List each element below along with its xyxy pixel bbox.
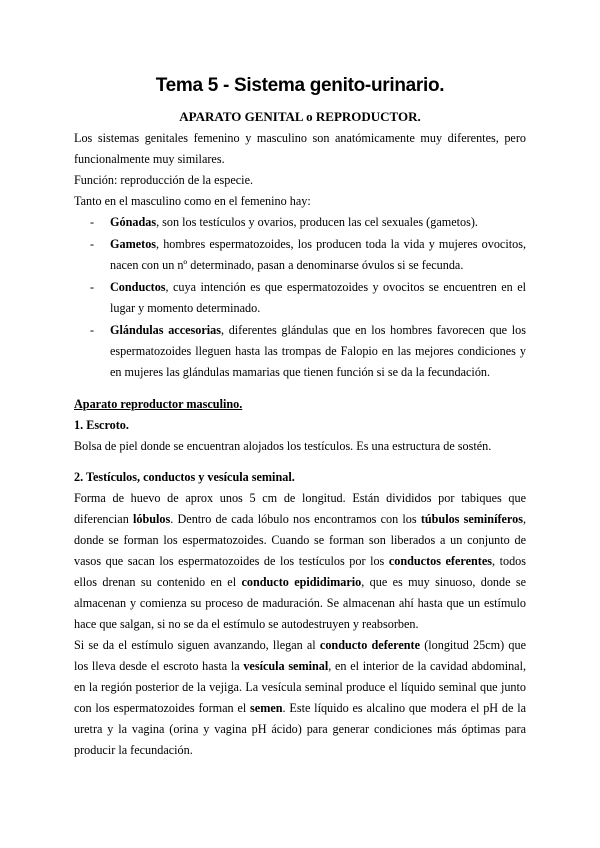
dash-bullet: - — [90, 215, 95, 229]
list-intro-line: Tanto en el masculino como en el femenino hay: — [74, 194, 311, 208]
paragraph: Bolsa de piel donde se encuentran alojados los testículos. Es una estructura de sostén. — [74, 439, 492, 453]
list-text: , diferentes glándulas que en los hombres favorecen que los espermatozoides lleguen hasta las trompas de Falopio en las mejores condiciones y en mujeres las glándulas mamarias que tienen función si se da la fecundación. — [110, 323, 526, 379]
document-body — [74, 128, 526, 761]
subsection-heading: 2. Testículos, conductos y vesícula seminal. — [74, 470, 295, 484]
list-item — [74, 320, 526, 383]
list-item — [74, 277, 526, 319]
list-term: Gónadas — [110, 215, 157, 229]
bullet-list — [74, 212, 526, 383]
intro-paragraph: Los sistemas genitales femenino y masculino son anatómicamente muy diferentes, pero funcionalmente muy similares. — [74, 131, 526, 166]
dash-bullet: - — [90, 323, 95, 337]
list-item — [74, 234, 526, 276]
section-title: APARATO GENITAL o REPRODUCTOR. — [179, 109, 421, 124]
list-item — [74, 212, 526, 233]
list-text: , hombres espermatozoides, los producen toda la vida y mujeres ovocitos, nacen con un nº determinado, pasan a denominarse óvulos si se fecunda. — [110, 237, 526, 272]
paragraph: Si se da el estímulo siguen avanzando, llegan al conducto deferente (longitud 25cm) que los lleva desde el escroto hasta la vesícula seminal, en el interior de la cavidad abdominal, en la región posterior de la vejiga. La vesícula seminal produce el líquido seminal que junto con los espermatozoides forman el semen. Este líquido es alcalino que modera el pH de la uretra y la vagina (orina y vagina pH ácido) para generar condiciones más óptimas para producir la fecundación. — [74, 638, 527, 757]
list-text: , son los testículos y ovarios, producen las cel sexuales (gametos). — [156, 215, 478, 229]
subsection-heading: 1. Escroto. — [74, 418, 129, 432]
dash-bullet: - — [90, 280, 95, 294]
list-term: Gametos — [110, 237, 157, 251]
list-term: Glándulas accesorias — [110, 323, 221, 337]
page-title: Tema 5 - Sistema genito-urinario. — [155, 75, 445, 96]
function-line: Función: reproducción de la especie. — [74, 173, 254, 187]
dash-bullet: - — [90, 237, 95, 251]
paragraph: Forma de huevo de aprox unos 5 cm de longitud. Están divididos por tabiques que diferencian lóbulos. Dentro de cada lóbulo nos encontramos con los túbulos seminíferos, donde se forman los espermatozoides. Cuando se forman son liberados a un conjunto de vasos que sacan los espermatozoides de los testículos por los conductos eferentes, todos ellos drenan su contenido en el conducto epididimario, que es muy sinuoso, donde se almacenan y comienza su proceso de maduración. Se almacenan ahí hasta que un estímulo hace que salgan, si no se da el estímulo se autodestruyen y reabsorben. — [74, 491, 527, 631]
list-term: Conductos — [110, 280, 166, 294]
list-text: , cuya intención es que espermatozoides y ovocitos se encuentren en el lugar y momento determinado. — [110, 280, 526, 315]
section-heading: Aparato reproductor masculino. — [74, 397, 243, 411]
